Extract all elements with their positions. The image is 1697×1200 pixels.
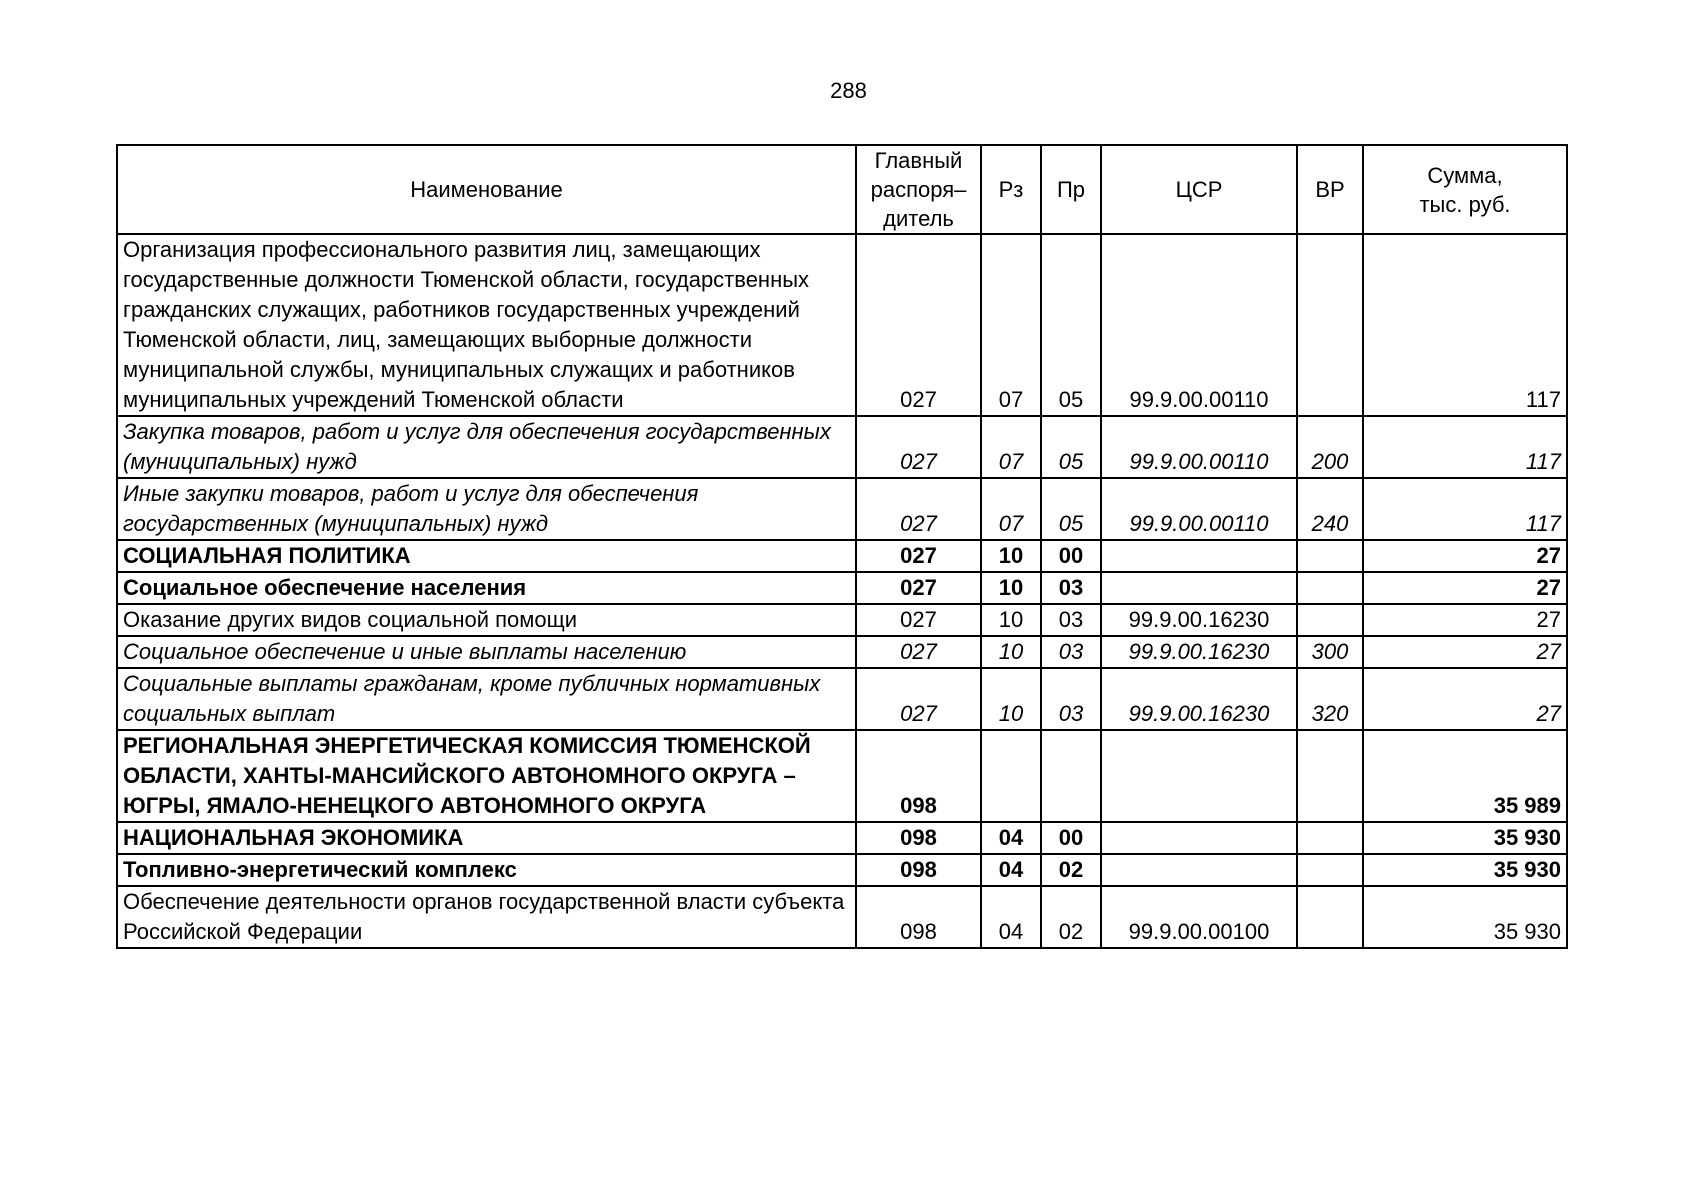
cell-chief: 027 — [856, 234, 981, 416]
cell-vr: 200 — [1297, 416, 1363, 478]
cell-name: СОЦИАЛЬНАЯ ПОЛИТИКА — [117, 540, 856, 572]
cell-csr: 99.9.00.16230 — [1101, 604, 1297, 636]
cell-sum: 27 — [1363, 572, 1567, 604]
cell-name: Топливно-энергетический комплекс — [117, 854, 856, 886]
cell-chief: 098 — [856, 886, 981, 948]
cell-name: Иные закупки товаров, работ и услуг для обеспечения государственных (муниципальных) нужд — [117, 478, 856, 540]
cell-rz: 10 — [981, 572, 1041, 604]
cell-name: Социальные выплаты гражданам, кроме публичных нормативных социальных выплат — [117, 668, 856, 730]
cell-name: Закупка товаров, работ и услуг для обеспечения государственных (муниципальных) нужд — [117, 416, 856, 478]
cell-rz: 07 — [981, 416, 1041, 478]
cell-pr: 03 — [1041, 604, 1101, 636]
table-row — [117, 668, 1567, 730]
cell-pr: 02 — [1041, 886, 1101, 948]
cell-sum: 27 — [1363, 604, 1567, 636]
cell-sum: 117 — [1363, 478, 1567, 540]
cell-sum: 35 989 — [1363, 730, 1567, 822]
cell-sum: 117 — [1363, 234, 1567, 416]
cell-name: НАЦИОНАЛЬНАЯ ЭКОНОМИКА — [117, 822, 856, 854]
cell-csr: 99.9.00.16230 — [1101, 668, 1297, 730]
cell-sum: 35 930 — [1363, 854, 1567, 886]
cell-chief: 027 — [856, 478, 981, 540]
budget-table — [116, 144, 1568, 949]
cell-sum: 27 — [1363, 636, 1567, 668]
table-row — [117, 636, 1567, 668]
cell-rz: 10 — [981, 636, 1041, 668]
cell-pr — [1041, 730, 1101, 822]
cell-csr — [1101, 730, 1297, 822]
cell-pr: 03 — [1041, 668, 1101, 730]
cell-vr — [1297, 604, 1363, 636]
cell-vr — [1297, 886, 1363, 948]
cell-vr — [1297, 234, 1363, 416]
page-number: 288 — [830, 78, 867, 103]
cell-rz: 10 — [981, 604, 1041, 636]
table-row — [117, 886, 1567, 948]
table-row — [117, 822, 1567, 854]
cell-csr: 99.9.00.00100 — [1101, 886, 1297, 948]
cell-rz — [981, 730, 1041, 822]
cell-sum: 117 — [1363, 416, 1567, 478]
cell-csr: 99.9.00.00110 — [1101, 416, 1297, 478]
table-row — [117, 854, 1567, 886]
cell-sum: 27 — [1363, 540, 1567, 572]
cell-name: Социальное обеспечение и иные выплаты населению — [117, 636, 856, 668]
cell-rz: 04 — [981, 886, 1041, 948]
cell-rz: 10 — [981, 668, 1041, 730]
cell-pr: 03 — [1041, 572, 1101, 604]
cell-rz: 04 — [981, 822, 1041, 854]
cell-pr: 00 — [1041, 540, 1101, 572]
table-row — [117, 730, 1567, 822]
cell-sum: 35 930 — [1363, 822, 1567, 854]
cell-csr: 99.9.00.00110 — [1101, 478, 1297, 540]
header-pr: Пр — [1041, 145, 1101, 234]
cell-vr: 320 — [1297, 668, 1363, 730]
cell-rz: 10 — [981, 540, 1041, 572]
table-row — [117, 234, 1567, 416]
cell-name: Оказание других видов социальной помощи — [117, 604, 856, 636]
cell-vr — [1297, 854, 1363, 886]
cell-vr — [1297, 572, 1363, 604]
cell-vr — [1297, 730, 1363, 822]
cell-pr: 03 — [1041, 636, 1101, 668]
header-chief: Главный распоря– дитель — [856, 145, 981, 234]
cell-csr — [1101, 572, 1297, 604]
cell-sum: 27 — [1363, 668, 1567, 730]
table-header-row — [117, 145, 1567, 234]
cell-vr — [1297, 822, 1363, 854]
cell-csr — [1101, 822, 1297, 854]
cell-sum: 35 930 — [1363, 886, 1567, 948]
cell-rz: 07 — [981, 234, 1041, 416]
cell-rz: 04 — [981, 854, 1041, 886]
cell-chief: 027 — [856, 604, 981, 636]
cell-chief: 027 — [856, 540, 981, 572]
cell-chief: 098 — [856, 822, 981, 854]
table-row — [117, 540, 1567, 572]
table-row — [117, 478, 1567, 540]
header-csr: ЦСР — [1101, 145, 1297, 234]
cell-pr: 02 — [1041, 854, 1101, 886]
cell-chief: 098 — [856, 730, 981, 822]
header-vr: ВР — [1297, 145, 1363, 234]
cell-chief: 098 — [856, 854, 981, 886]
cell-csr: 99.9.00.00110 — [1101, 234, 1297, 416]
cell-chief: 027 — [856, 668, 981, 730]
cell-chief: 027 — [856, 572, 981, 604]
cell-name: РЕГИОНАЛЬНАЯ ЭНЕРГЕТИЧЕСКАЯ КОМИССИЯ ТЮМЕНСКОЙ ОБЛАСТИ, ХАНТЫ-МАНСИЙСКОГО АВТОНОМНОГО ОКРУГА – ЮГРЫ, ЯМАЛО-НЕНЕЦКОГО АВТОНОМНОГО ОКРУГА — [117, 730, 856, 822]
header-sum: Сумма, тыс. руб. — [1363, 145, 1567, 234]
cell-chief: 027 — [856, 636, 981, 668]
cell-name: Организация профессионального развития лиц, замещающих государственные должности Тюменской области, государственных гражданских служащих, работников государственных учреждений Тюменской области, лиц, замещающих выборные должности муниципальной службы, муниципальных служащих и работников муниципальных учреждений Тюменской области — [117, 234, 856, 416]
cell-vr — [1297, 540, 1363, 572]
header-rz: Рз — [981, 145, 1041, 234]
cell-vr: 240 — [1297, 478, 1363, 540]
table-row — [117, 604, 1567, 636]
cell-pr: 05 — [1041, 478, 1101, 540]
cell-vr: 300 — [1297, 636, 1363, 668]
cell-name: Социальное обеспечение населения — [117, 572, 856, 604]
table-row — [117, 416, 1567, 478]
cell-pr: 00 — [1041, 822, 1101, 854]
table-body — [117, 234, 1567, 948]
table-row — [117, 572, 1567, 604]
header-name: Наименование — [117, 145, 856, 234]
cell-pr: 05 — [1041, 416, 1101, 478]
cell-name: Обеспечение деятельности органов государственной власти субъекта Российской Федерации — [117, 886, 856, 948]
cell-chief: 027 — [856, 416, 981, 478]
cell-csr: 99.9.00.16230 — [1101, 636, 1297, 668]
cell-csr — [1101, 854, 1297, 886]
cell-rz: 07 — [981, 478, 1041, 540]
cell-pr: 05 — [1041, 234, 1101, 416]
cell-csr — [1101, 540, 1297, 572]
